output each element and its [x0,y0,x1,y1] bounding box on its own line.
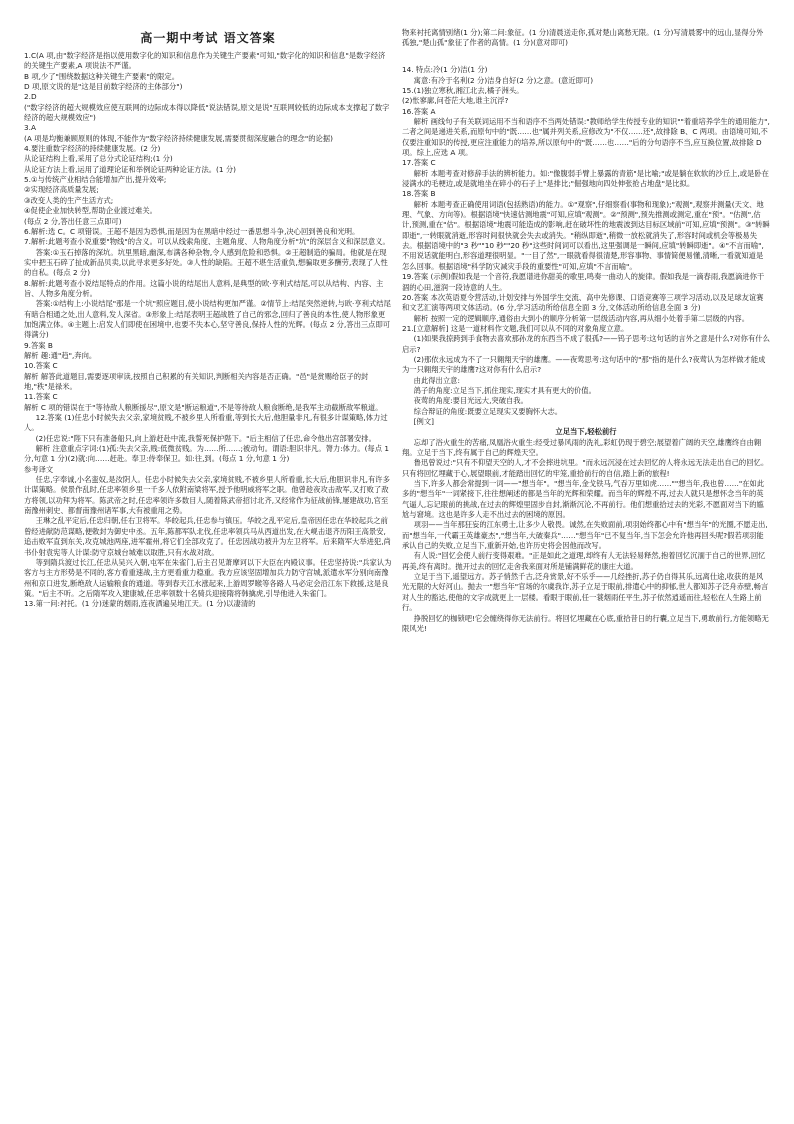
document-title: 高一期中考试 语文答案 [140,31,276,45]
answer-line: B 项,少了"围绕数据这种关键生产要素"的限定。 [24,71,179,81]
answer-line: 8.解析:此题考查小说结尾特点的作用。这篇小说的结尾出人意料,是典型的欧·亨利式结尾,可以从结构、内容、主旨、人物多角度分析。 [24,278,384,298]
answer-line: 9.答案 B [24,340,53,350]
answer-line: 解析 画线句子有关联词运用不当和语序不当两处错误:"教师给学生传授专业的知识""着重培养学生的通用能力",二者之间是递进关系,而原句中的"既……也"属并列关系,应修改为"不仅……还",故排除 B、C 两项。由语境可知,不仅要注重知识的传授,更应注重能力的培养,所以原句中的"既……也……"后的分句语序不当,应互换位置,故排除 D 项。综上,应选 A 项。 [402,117,770,158]
answer-line: 鲁迅曾说过:"只有不仰望天空的人,才不会摔进坑里。"而永远沉浸在过去回忆的人将永远无法走出自己的回忆。只有将回忆埋藏于心,展望眼前,才能踏出回忆的牢笼,重拾前行的自信,踏上新的旅程! [402,458,769,478]
answer-line: [例文] [413,416,434,426]
answer-line: 11.答案 C [24,392,58,402]
answer-line: 1.C(A 项,由"数字经济是指以使用数字化的知识和信息作为关键生产要素"可知,"数字化的知识和信息"是数字经济的关键生产要素,A 项说法不严谨。 [24,51,386,71]
answer-line: ②实现经济高质量发展; [24,185,99,195]
answer-line: 等到隋兵渡过长江,任忠从吴兴入朝,屯军在朱雀门,后主召见萧摩诃以下大臣在内殿议事。任忠坚持说:"兵家认为客方与主方形势是不同的,客方看重速战,主方更看重力稳重。我方应该坚固增加兵力防守宫城,派遣水军分别向南豫州和京口进发,断绝敌人运输粮食的通道。等到春天江水涨起来,上游周罗睺等各路人马必定会沿江东下救援,这是良策。"后主不听。之后隋军攻入建康城,任忠率领数十名骑兵迎接隋将韩擒虎,引导他进入朱雀门。 [24,557,392,598]
answer-line: 16.答案 A [402,106,436,116]
answer-line: 解析 C 项的错误在于"等待敌人粮断援尽",原文是"断运粮道",不是等待敌人粮食断绝,是我军主动截断敌军粮道。 [24,402,383,412]
answer-line: 14. 特点:冷(1 分)洁(1 分) [402,65,488,75]
answer-line: (2)那依永远成为不了一只翱翔天宇的雄鹰。——夜莺思考:这句话中的"那"指的是什么?夜莺认为怎样做才能成为一只翱翔天宇的雄鹰?这对你有什么启示? [402,354,766,375]
paragraph-gap [402,56,770,58]
answer-line: 物来衬托离情别绪(1 分);第二问:象征。(1 分)清晨送走你,孤对楚山离愁无限。(1 分)写清晨雾中的远山,显得分外孤独,"楚山孤"象征了作者的高情。(1 分)(意对即可) [402,28,764,48]
answer-line: 10.答案 C [24,361,58,371]
answer-line: 20.答案 本次英语夏令营活动,计划安排与外国学生交流、高中先修课、口语竞赛等三项学习活动,以及足球友谊赛和文艺汇演等两项文体活动。(6 分,学习活动所给信息全面 3 分,文体活动所给信息全面 3 分) [402,292,764,313]
answer-line: 7.解析:此题考查小说重要"物线"的含义。可以从线索角度、主题角度、人物角度分析"坑"的深层含义和深层意义。 [24,237,390,247]
answer-line: 3.A [24,123,36,133]
answer-line: 挣脱回忆的枷锁吧!它会缠绕得你无法前行。将回忆埋藏在心底,重拾昔日的行囊,立足当下,勇敢前行,方能领略无限风光! [402,613,769,633]
answer-line: (2)怅寥廓,问苍茫大地,谁主沉浮? [402,96,509,106]
answer-line: (A 项是均衡兼顾原则的体现,不能作为"数字经济持续健康发展,需要贯彻深度融合的理念"的论据) [24,133,333,143]
answer-line: 15.(1)独立寒秋,湘江北去,橘子洲头。 [402,85,524,95]
answer-line: 4.要注重数字经济的持续健康发展。(2 分) [24,144,161,154]
answer-line: 2.D [24,92,37,102]
answer-line: 解析 注意重点字词:(1)孤:失去父亲,贱:低微贫贱。为……所……;被动句。谓语:胆识非凡。膂力:体力。(每点 1 分,句意 1 分)(2)就:向……赶赴。奉卫:侍奉保卫。如:往,到。(每点 1 分,句意 1 分) [24,444,389,464]
answer-line: 夜莺的角度:要目光远大,突破自我。 [413,396,528,406]
answer-line: 寓意:有冷于名利(2 分)洁身自好(2 分)之意。(意近即可) [413,75,594,85]
answer-line: (2)任忠说:"陛下只有准备船只,向上游赶赴中流,我誓死保护陛下。"后主相信了任忠,命令他出宫部署安排。 [35,433,376,443]
answer-line: 答案:①玉石掉落的深坑。坑里黑暗,幽深,布满各种杂物,令人感到危险和恐惧。②王超制造的骗局。他就是在现实中把玉石碎了扯成新品贝卖,以此寻求更多好处。③人性的缺陷。王超不堪生活重负,想骗取更多酬劳,表现了人性的自私。(每点 2 分) [24,247,388,278]
answer-line: 立足于当下,遥望远方。苏子悄然千古,泛舟赏景,好不乐乎——几经挫折,苏子仍自得其乐,远离仕途,收获的是风光无限的大好河山。抛去一"想当年"官场的尔虞我诈,苏子立足于眼前,排遣心中的抑郁,世人都知苏子泛舟赤壁,畅言对人生的豁达,使他的文字成就更上一层楼。看眼于眼前,任一蓑烟雨任平生,苏子依然逍遥而往,轻松在人生路上前行。 [402,572,769,613]
answer-line: 从论证结构上看,采用了总分式论证结构;(1 分) [24,154,173,164]
answer-line: 忘却了浴火重生的苦痛,凤凰浴火重生:经受过暴风雨的洗礼,彩虹仍现于碧空;展望着广阔的天空,雄鹰终自由翱翔。立足于当下,终有属于自己的辉煌天空。 [402,437,762,457]
answer-line: 综合辩证的角度:既要立足现实又要胸怀大志。 [413,406,563,416]
answer-line: 5.①与传统产业相结合能增加产出,提升效率; [24,175,167,185]
answer-line: 答案:①结构上:小说结尾"那是一个坑"照应题目,使小说结构更加严谨。②情节上:结尾突然逆转,与欧·亨利式结尾有暗合相通之处,出人意料,发人深省。③形象上:结尾表明王超战胜了自己的邪念,回归了善良的本性,使人物形象更加饱满立体。④主题上:启发人们即使在困境中,也要不失本心,坚守善良,保持人性的光辉。(每点 2 分,答出三点即可得满分) [24,299,391,340]
right-column [402,28,770,1116]
answer-line: 当下,许多人都会常提到一词——"想当年"。"想当年,金戈铁马,气吞万里如虎……""想当年,我也曾……"在如此多的"想当年"一词紧接下,往往想阐述的都是当年的光辉和荣耀。而当年的辉煌不再,过去人就只是想怀念当年的英气逼人,忘记眼前的挑战,在过去的辉煌里固步自封,渐渐沉沦,不再前行。他们想重拾过去的光彩,不愿面对当下的尴尬与窘境。这也是许多人走不出过去的困境的原因。 [402,479,765,520]
answer-line: 项羽——当年那狂妄的江东勇士,让多少人敬畏。诚然,在失败面前,项羽始终都心中有"想当年"的光圈,不愿走出,而"想当年,一代霸王英雄豪杰","想当年,大破秦兵"……"想当年"已不复当年,当下怎会允许他再回头呢?假若项羽能承认自己的失败,立足当下,重新开始,也许历史将会因他而改写。 [402,520,768,551]
answer-line: 有人说:"回忆会使人前行变得艰难。"正是如此之道理,却终有人无法轻易释然,抱着回忆沉湎于自己的世界,回忆再美,终有离时。抛开过去的回忆走舍我来面对所是铺满鲜花的康庄大道。 [402,551,766,571]
answer-line: 18.答案 B [402,189,436,199]
answer-line: 解析 本题考查正确使用词语(包括熟语)的能力。①"观察",仔细察看(事物和现象);"观测",观察并测量(天文、地理、气象、方向等)。根据语境"快速估测地震"可知,应填"观测"。②"预测",预先推测或测定,重在"预"。"估测",估计,预测,重在"估"。根据语境"地震可能造成的影响,赶在破坏性的地震波到达目标区域前"可知,应填"预测"。③"转瞬即逝",一转眼就消逝,形容时间很快就会失去或消失。"稍纵即逝",稍微一放松就消失了,形容时间或机会等极易失去。根据语境中的"3 秒""10 秒""20 秒"这些时间词可以看出,这里强调是一瞬间,应填"转瞬即逝"。④"不言而喻",不用说话就能明白,形容道理很明显。"一目了然",一眼就看得很清楚,形容事物、事情简便易懂,清晰,一看就知道是怎么回事。根据语境"科学防灾减灾手段的重要性"可知,应填"不言而喻"。 [402,199,770,271]
answer-line: 21.[立意解析] 这是一道材料作文题,我们可以从不同的对象角度立意。 [402,323,629,333]
right-column-body [402,28,770,634]
answer-line: 12.答案 (1)任忠小时候失去父亲,家境贫贱,不被乡里人所看重,等到长大后,他胆量非凡,有很多计谋策略,体力过人。 [24,413,388,433]
answer-line: 由此得出立意: [413,375,460,385]
answer-line: 19.答案 (示例)假如我是一个音符,我愿谱进你甜美的歌里,鸣奏一曲动人的旋律。假如我是一滴春雨,我愿滴进你干涸的心田,滋润一段诗意的人生。 [402,272,765,292]
left-column-body [24,51,392,610]
answer-line: D 项,原文说的是"这是目前数字经济的主体部分") [24,82,183,92]
answer-line: ("数字经济的超大规模效应使互联网的边际成本得以降低"说法错误,原文是说"互联网较低的边际成本支撑起了数字经济的超大规模效应") [24,102,390,123]
answer-line: 解析 本题考查对修辞手法的辨析能力。如:"像腹弱手臂上暴露的青筋"是比喻;"或是躺在软软的沙丘上,或是卧在浸满水的毛梗边,或是就地坐在碎小的石子上"是排比;"倔强地向四处伸张抢占地盘"是比拟。 [402,168,769,189]
answer-line: (1)如果我掠跨到手食物去喜欢那孙龙的东西当不成了很孤?——钨子思考:这句话的言外之意是什么?对你有什么启示? [402,334,770,354]
answer-line: 13.第一问:衬托。(1 分)迷蒙的烟雨,连夜洒遍吴地江天。(1 分)以凄清的 [24,599,256,609]
answer-line: 解析 趣:通"趋",奔向。 [24,350,97,360]
answer-line: 从论证方法上看,运用了道理论证和举例论证两种论证方法。(1 分) [24,164,236,174]
essay-title: 立足当下,轻松前行 [555,427,617,437]
answer-line: 任忠,字奉诚,小名蛮奴,是汝阴人。任忠小时候失去父亲,家境贫贱,不被乡里人所看重,长大后,他胆识非凡,有许多计谋策略。侯景作乱时,任忠率领乡里一千多人依附南梁将军,授予他明威将军之职。他曾趁夜攻击敌军,又打败了敌方将领,以功拜为将军。陈武帝之时,任忠率领许多数目人,随着陈武帝招讨北齐,又经常作为征战前锋,屡建战功,官至南豫州刺史、都督南豫州诸军事,大有被重用之势。 [24,475,390,516]
answer-line: 解析 按照一定的逻辑顺序,通俗由大到小的顺序分析第一层级活动内容,再从细小处着手第二层级的内容。 [413,313,749,323]
answer-line: 6.解析:选 C。C 项错误。王超不是因为恐惧,而是因为在黑暗中经过一番思想斗争,决心回到善良和光明。 [24,226,360,236]
answer-line: 参考译文 [24,464,54,474]
left-column [24,30,392,1116]
answer-line: ③改变人类的生产生活方式; [24,195,114,205]
answer-line: 王琳之乱平定后,任忠归朝,任右卫将军。华皎起兵,任忠参与镇压。华皎之乱平定后,皇帝因任忠在华皎起兵之前曾经进献防范谋略,便敕封为御史中丞。五年,陈都军队北伐,任忠率领兵马从西道出发,在大岘击退齐历阳王高景安,追击败军直到东关,攻克城池两座,进军霍州,将它们全部攻克了。任忠因战功被升为左卫将军。后来隋军大举进犯,尚书仆射袁宪等人计谋:防守京城台城难以取胜,只有水战对敌。 [24,516,391,557]
answer-line: ④促使企业加快转型,帮助企业渡过难关。 [24,206,157,216]
answer-line: 解析 解答此道题目,需要逐项审读,按照自己积累的有关知识,判断相关内容是否正确。"邑"是赏赐给臣子的封地,"秩"是禄米。 [24,371,369,391]
answer-line: 17.答案 C [402,158,436,168]
answer-line: 鸽子的角度:立足当下,抓住现实,现实才具有更大的价值。 [413,385,596,395]
answer-line: (每点 2 分,答出任意三点即可) [24,216,122,226]
